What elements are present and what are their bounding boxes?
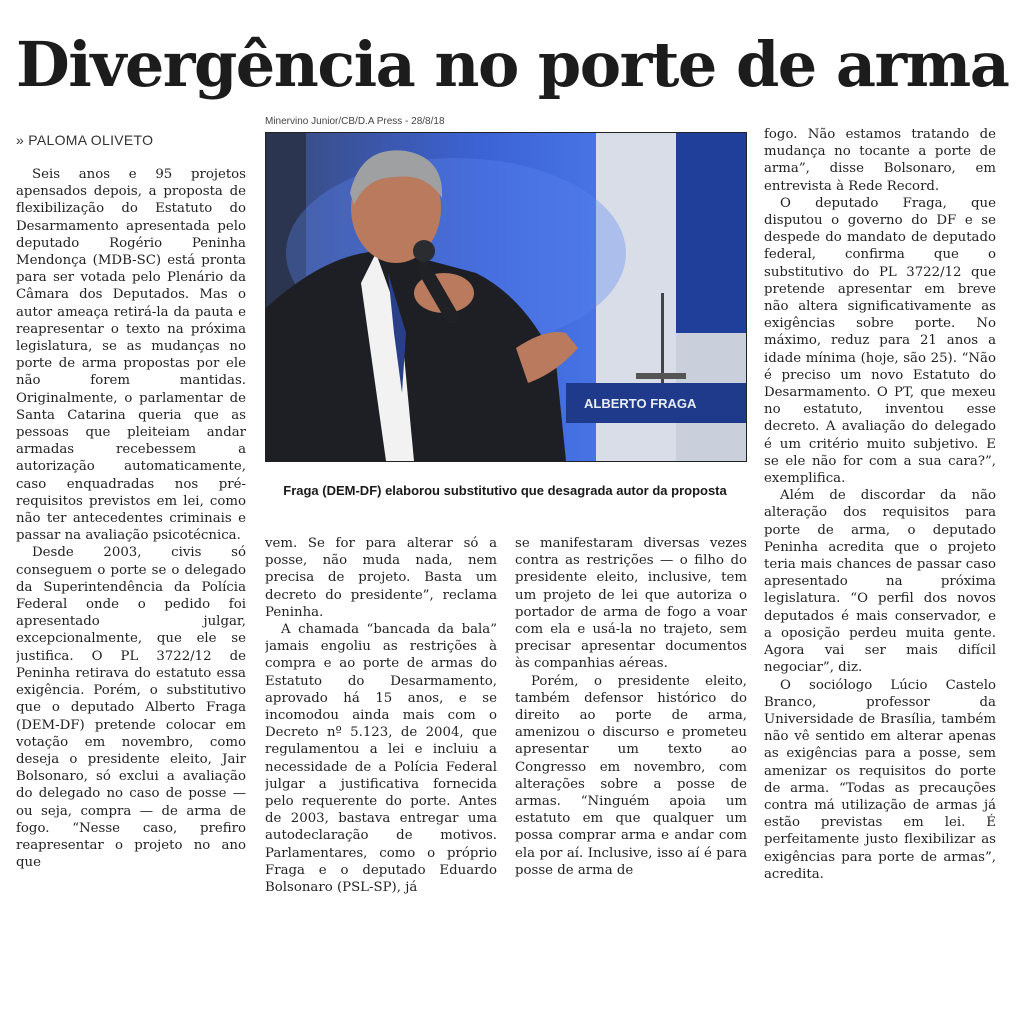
photo-credit: Minervino Junior/CB/D.A Press - 28/8/18 [265,116,445,127]
paragraph: Desde 2003, civis só conseguem o porte se o delegado da Superintendência da Polícia Federal onde o pedido foi apresentado julgar, excepcionalmente, que ele se justifica. O PL 3722/12 de Peninha retirava do estatuto essa exigência. Porém, o substitutivo que o deputado Alberto Fraga (DEM-DF) pretende colocar em votação em novembro, como deseja o presidente eleito, Jair Bolsonaro, só exclui a avaliação do delegado no caso de posse — ou seja, compra — de arma de fogo. “Nesse caso, prefiro reapresentar o projeto no ano que [16,545,246,871]
paragraph: O sociólogo Lúcio Castelo Branco, professor da Universidade de Brasília, também não vê sentido em alterar apenas as exigências para a posse, sem amenizar os requisitos do porte de arma. “Todas as precauções contra má utilização de armas já estão previstas em lei. É perfeitamente justo flexibilizar as exigências para porte de armas”, acredita. [764,677,996,882]
byline: » PALOMA OLIVETO [16,132,154,148]
headline: Divergência no porte de arma [16,28,1009,101]
nameplate-text: ALBERTO FRAGA [584,396,697,411]
paragraph: A chamada “bancada da bala” jamais engoliu as restrições à compra e ao porte de armas do Estatuto do Desarmamento, aprovado há 15 anos, e se incomodou ainda mais com o Decreto nº 5.123, de 2004, que regulamentou a lei e incluiu a necessidade de a Polícia Federal julgar a justificativa fornecida pelo requerente do porte. Antes de 2003, bastava entregar uma autodeclaração de motivos. Parlamentares, como o próprio Fraga e o deputado Eduardo Bolsonaro (PSL-SP), já [265,622,497,896]
article-column-3 [515,535,747,915]
paragraph: vem. Se for para alterar só a posse, não muda nada, nem precisa de projeto. Basta um decreto do presidente”, reclama Peninha. [265,536,497,620]
paragraph: O deputado Fraga, que disputou o governo do DF e se despede do mandato de deputado federal, confirma que o substitutivo do PL 3722/12 que pretende apresentar em breve não altera significativamente as exigências sobre porte. No máximo, reduz para 21 anos a idade mínima (hoje, são 25). “Não é preciso um novo Estatuto do Desarmamento. O PT, que mexeu no estatuto, inventou esse decreto. A avaliação do delegado é um critério muito subjetivo. E se ele não for com a sua cara?”, exemplifica. [764,195,996,487]
news-photo [265,132,747,462]
speaker-illustration [266,133,746,461]
article-column-1 [16,166,246,916]
paragraph: Porém, o presidente eleito, também defensor histórico do direito ao porte de arma, amenizou o discurso e prometeu apresentar um texto ao Congresso em novembro, com alterações sobre a posse de armas. “Ninguém apoia um estatuto em que qualquer um possa comprar arma e andar com ela por aí. Inclusive, isso aí é para posse de arma de [515,673,747,878]
paragraph: fogo. Não estamos tratando de mudança no tocante a porte de arma”, disse Bolsonaro, em entrevista à Rede Record. [764,127,996,194]
paragraph: Além de discordar da não alteração dos requisitos para porte de arma, o deputado Peninha acredita que o projeto teria mais chances de passar caso apresentado na próxima legislatura. “O perfil dos novos deputados é mais conservador, e a oposição perdeu muita gente. Agora vai ser mais difícil negociar”, diz. [764,488,996,676]
article-column-4 [764,126,996,916]
paragraph: se manifestaram diversas vezes contra as restrições — o filho do presidente eleito, inclusive, tem um projeto de lei que autoriza o portador de arma de fogo a voar com ela e usá-la no trajeto, sem precisar apresentar documentos às companhias aéreas. [515,536,747,672]
paragraph: Seis anos e 95 projetos apensados depois, a proposta de flexibilização do Estatuto do Desarmamento apresentada pelo deputado Rogério Peninha Mendonça (MDB-SC) está pronta para ser votada pelo Plenário da Câmara dos Deputados. Mas o autor ameaça retirá-la da pauta e reapresentar o texto na próxima legislatura, se as mudanças no porte de arma propostas por ele não forem mantidas. Originalmente, o parlamentar de Santa Catarina queria que as pessoas que pleiteiam andar armadas recebessem a autorização automaticamente, caso enquadradas nos pré-requisitos previstos em lei, como não ter antecedentes criminais e passar na avaliação psicotécnica. [16,167,246,544]
photo-caption: Fraga (DEM-DF) elaborou substitutivo que desagrada autor da proposta [283,483,727,498]
article-column-2 [265,535,497,915]
